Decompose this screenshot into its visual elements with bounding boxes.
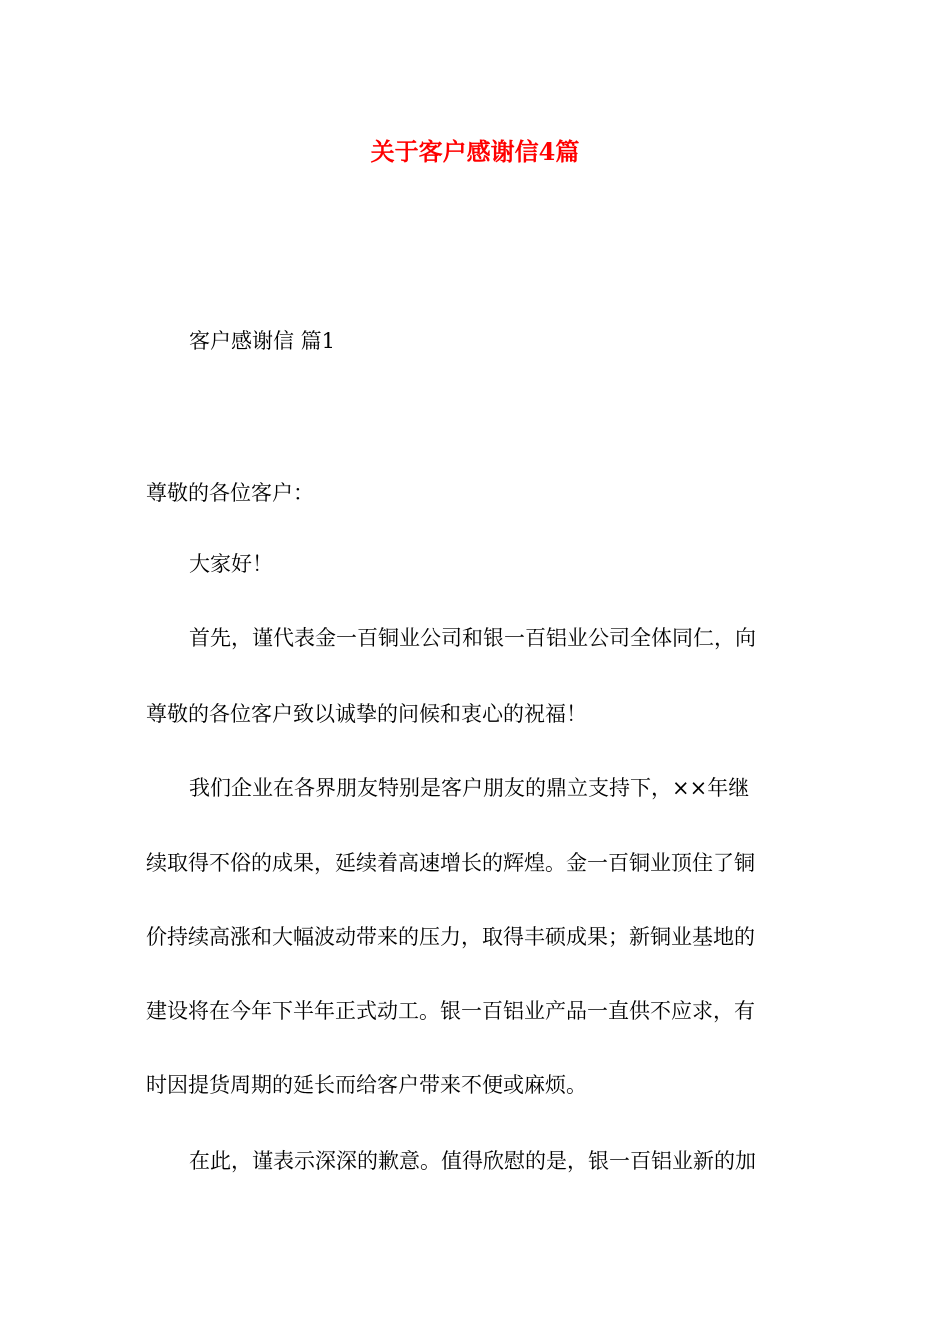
body-line: 首先，谨代表金一百铜业公司和银一百铝业公司全体同仁，向 <box>189 626 756 650</box>
body-line: 建设将在今年下半年正式动工。银一百铝业产品一直供不应求，有 <box>146 999 755 1023</box>
greeting: 大家好！ <box>189 552 273 576</box>
body-line: 续取得不俗的成果，延续着高速增长的辉煌。金一百铜业顶住了铜 <box>146 851 755 875</box>
body-line: 我们企业在各界朋友特别是客户朋友的鼎立支持下，××年继 <box>189 776 750 800</box>
section-heading: 客户感谢信 篇1 <box>189 329 336 353</box>
body-line: 在此，谨表示深深的歉意。值得欣慰的是，银一百铝业新的加 <box>189 1149 756 1173</box>
body-line: 价持续高涨和大幅波动带来的压力，取得丰硕成果；新铜业基地的 <box>146 925 755 949</box>
body-line: 时因提货周期的延长而给客户带来不便或麻烦。 <box>146 1073 587 1097</box>
document-title: 关于客户感谢信4篇 <box>370 137 580 166</box>
salutation: 尊敬的各位客户： <box>146 481 314 505</box>
body-line: 尊敬的各位客户致以诚挚的问候和衷心的祝福！ <box>146 702 587 726</box>
